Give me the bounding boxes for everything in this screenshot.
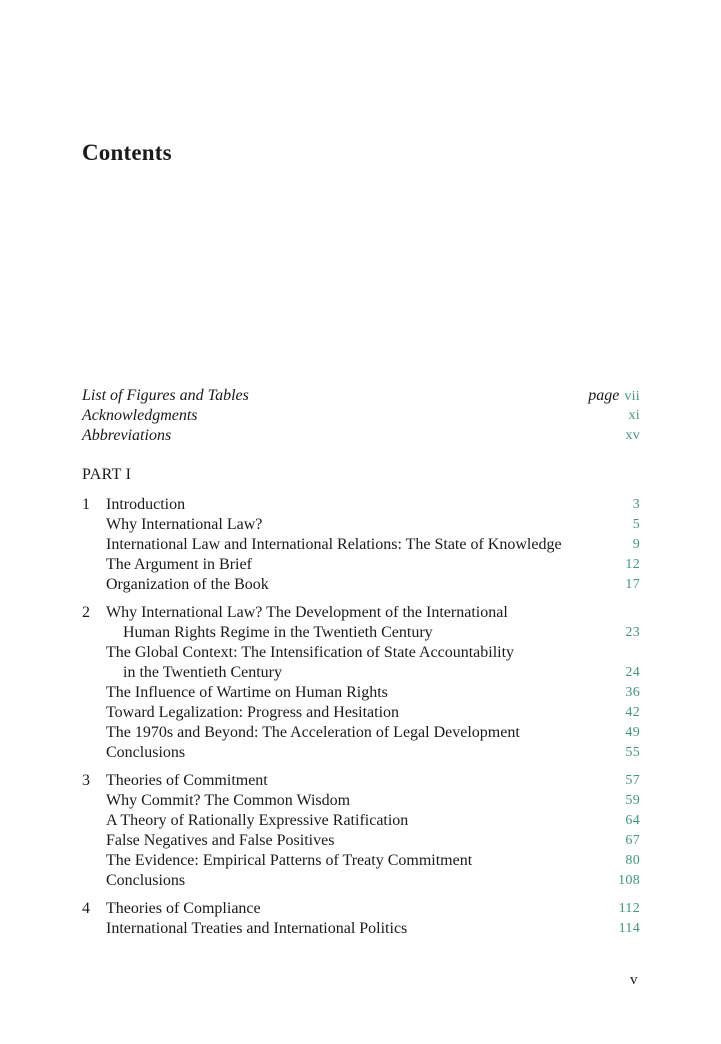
toc-entry[interactable] bbox=[82, 791, 640, 811]
toc-entry-acknowledgments[interactable] bbox=[82, 406, 640, 426]
toc-entry[interactable] bbox=[82, 575, 640, 595]
page-number: 5 bbox=[632, 517, 640, 532]
toc-entry[interactable] bbox=[82, 743, 640, 763]
toc-entry-continuation[interactable] bbox=[82, 623, 640, 643]
page-number: 49 bbox=[625, 725, 640, 740]
toc-entry[interactable] bbox=[82, 643, 640, 663]
entry-label: Introduction bbox=[106, 496, 186, 513]
front-matter-list bbox=[82, 386, 640, 446]
toc-entry[interactable] bbox=[82, 495, 640, 515]
page-number: 36 bbox=[625, 685, 640, 700]
page-number: 17 bbox=[625, 577, 640, 592]
page-number: 114 bbox=[618, 921, 640, 936]
page-number: xi bbox=[628, 408, 640, 423]
page-number: 108 bbox=[618, 873, 640, 888]
entry-label: The Argument in Brief bbox=[106, 556, 252, 573]
toc-entry[interactable] bbox=[82, 515, 640, 535]
page-number: 24 bbox=[625, 665, 640, 680]
page-number: 64 bbox=[625, 813, 640, 828]
entry-label: The Global Context: The Intensification of State Accountability bbox=[106, 644, 515, 661]
page-number: 59 bbox=[625, 793, 640, 808]
page-number: 3 bbox=[632, 497, 640, 512]
page-prefix: page bbox=[588, 387, 620, 404]
page-number: vii bbox=[624, 389, 640, 404]
toc-entry-figures-tables[interactable] bbox=[82, 386, 640, 406]
page-number: 80 bbox=[625, 853, 640, 868]
toc-entry[interactable] bbox=[82, 555, 640, 575]
entry-label-continued: in the Twentieth Century bbox=[123, 664, 282, 681]
page-number: 112 bbox=[618, 901, 640, 916]
toc-entry[interactable] bbox=[82, 811, 640, 831]
entry-label: Theories of Compliance bbox=[106, 900, 261, 917]
chapter-2 bbox=[82, 603, 640, 763]
entry-label: List of Figures and Tables bbox=[82, 387, 249, 404]
toc-entry[interactable] bbox=[82, 535, 640, 555]
page-number: 42 bbox=[625, 705, 640, 720]
entry-label: The Influence of Wartime on Human Rights bbox=[106, 684, 388, 701]
chapter-3 bbox=[82, 771, 640, 891]
chapter-4 bbox=[82, 899, 640, 939]
entry-label: Abbreviations bbox=[82, 427, 172, 444]
entry-label: Conclusions bbox=[106, 744, 186, 761]
entry-label: Theories of Commitment bbox=[106, 772, 268, 789]
entry-label: International Law and International Relations: The State of Knowledge bbox=[106, 536, 562, 553]
page-number: 9 bbox=[632, 537, 640, 552]
entry-label: The Evidence: Empirical Patterns of Treaty Commitment bbox=[106, 852, 473, 869]
toc-entry[interactable] bbox=[82, 851, 640, 871]
entry-label: Toward Legalization: Progress and Hesitation bbox=[106, 704, 400, 721]
toc-entry[interactable] bbox=[82, 871, 640, 891]
toc-entry-continuation[interactable] bbox=[82, 663, 640, 683]
page-title: Contents bbox=[82, 140, 172, 165]
entry-label: Conclusions bbox=[106, 872, 186, 889]
page-number: 55 bbox=[625, 745, 640, 760]
chapter-1 bbox=[82, 495, 640, 595]
page-number: 57 bbox=[625, 773, 640, 788]
page-number: 67 bbox=[625, 833, 640, 848]
part-heading: PART I bbox=[82, 466, 132, 483]
page-number: 12 bbox=[625, 557, 640, 572]
chapter-number: 3 bbox=[82, 772, 90, 789]
toc-entry[interactable] bbox=[82, 831, 640, 851]
page-folio: v bbox=[630, 972, 638, 988]
entry-label: Why International Law? bbox=[106, 516, 263, 533]
chapter-number: 1 bbox=[82, 496, 90, 513]
entry-label: A Theory of Rationally Expressive Ratification bbox=[106, 812, 409, 829]
entry-label: Why Commit? The Common Wisdom bbox=[106, 792, 351, 809]
page-number: xv bbox=[625, 428, 640, 443]
toc-entry-abbreviations[interactable] bbox=[82, 426, 640, 446]
entry-label: Organization of the Book bbox=[106, 576, 269, 593]
toc-entry[interactable] bbox=[82, 723, 640, 743]
toc-entry[interactable] bbox=[82, 899, 640, 919]
toc-entry[interactable] bbox=[82, 771, 640, 791]
toc-entry[interactable] bbox=[82, 603, 640, 623]
entry-label: International Treaties and International Politics bbox=[106, 920, 408, 937]
page-number: 23 bbox=[625, 625, 640, 640]
toc-entry[interactable] bbox=[82, 703, 640, 723]
toc-entry[interactable] bbox=[82, 919, 640, 939]
chapter-number: 2 bbox=[82, 604, 90, 621]
entry-label: Acknowledgments bbox=[82, 407, 198, 424]
chapter-number: 4 bbox=[82, 900, 90, 917]
entry-label: False Negatives and False Positives bbox=[106, 832, 335, 849]
entry-label: The 1970s and Beyond: The Acceleration of Legal Development bbox=[106, 724, 520, 741]
entry-page bbox=[588, 386, 640, 407]
entry-label: Why International Law? The Development of the International bbox=[106, 604, 508, 621]
toc-entry[interactable] bbox=[82, 683, 640, 703]
entry-label-continued: Human Rights Regime in the Twentieth Century bbox=[123, 624, 433, 641]
